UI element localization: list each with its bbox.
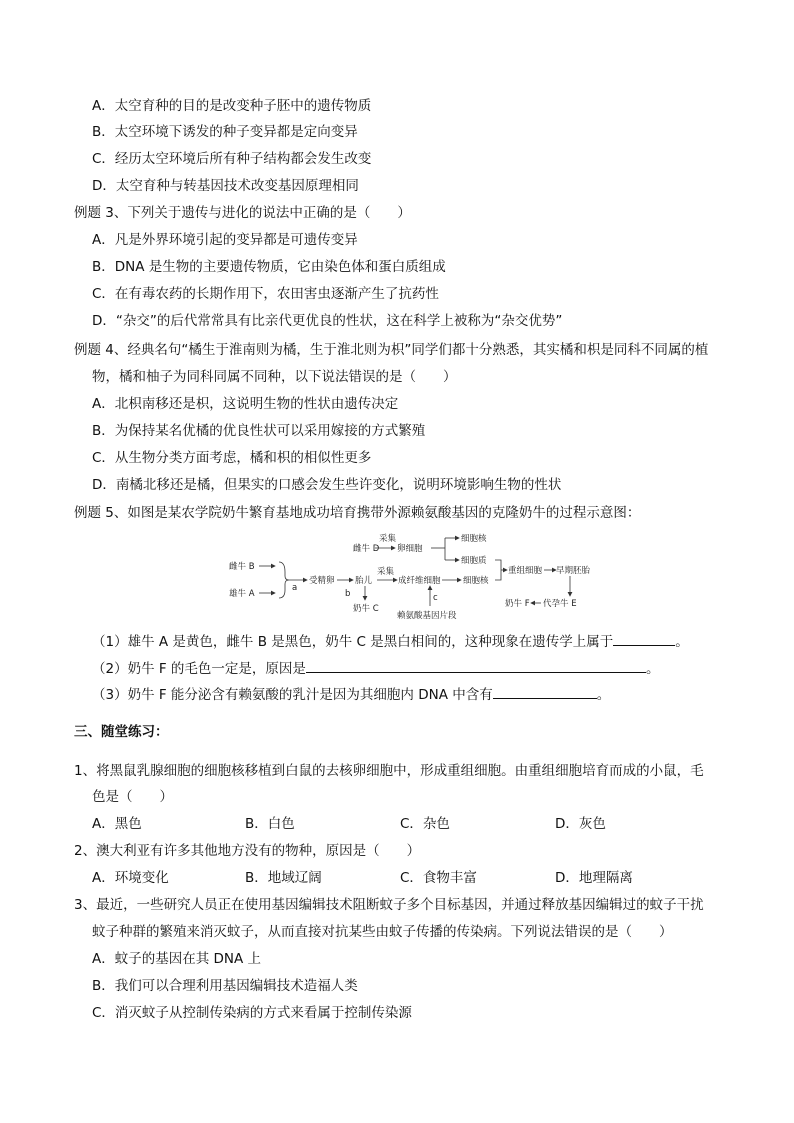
ex5-sub3-end: 。 [596, 687, 611, 703]
diagram-early-embryo: 早期胚胎 [556, 566, 591, 576]
p2-stem: 2、澳大利亚有许多其他地方没有的物种，原因是（ ） [74, 843, 421, 859]
ex4-stem-line2: 物，橘和柚子为同科同属不同种，以下说法错误的是（ ） [92, 369, 457, 385]
ex5-sub1-text: （1）雄牛 A 是黄色，雌牛 B 是黑色，奶牛 C 是黑白相间的，这种现象在遗传学上属于 [92, 634, 614, 650]
ex4-option-a: A．北枳南移还是枳，这说明生物的性状由遗传决定 [92, 396, 399, 412]
p1-stem-line2: 色是（ ） [92, 789, 173, 805]
diagram-label-a: a [292, 583, 298, 593]
diagram-cow-d: 雌牛 D [353, 544, 380, 554]
ex4-option-d: D．南橘北移还是橘，但果实的口感会发生些许变化，说明环境影响生物的性状 [92, 477, 562, 493]
q2-option-d: D．太空育种与转基因技术改变基因原理相同 [92, 178, 359, 194]
diagram-nucleus-2: 细胞核 [463, 576, 489, 586]
ex5-sub1-end: 。 [675, 634, 689, 650]
diagram-recombinant-cell: 重组细胞 [508, 566, 543, 576]
diagram-embryo: 胎儿 [355, 576, 373, 586]
p2-option-d: D．地理隔离 [555, 870, 633, 886]
ex5-sub2-blank[interactable] [306, 658, 646, 673]
ex3-option-b: B．DNA 是生物的主要遗传物质，它由染色体和蛋白质组成 [92, 259, 446, 275]
diagram-label-b: b [345, 589, 351, 599]
ex5-sub2-end: 。 [645, 661, 660, 677]
p3-stem-line2: 蚊子种群的繁殖来消灭蚊子，从而直接对抗某些由蚊子传播的传染病。下列说法错误的是（ ） [92, 924, 673, 940]
ex3-option-c: C．在有毒农药的长期作用下，农田害虫逐渐产生了抗药性 [92, 286, 439, 302]
diagram-fibroblast: 成纤维细胞 [398, 576, 441, 586]
diagram-surrogate-e: 代孕牛 E [543, 599, 577, 609]
q2-option-a: A．太空育种的目的是改变种子胚中的遗传物质 [92, 98, 372, 114]
p1-stem-line1: 1、将黑鼠乳腺细胞的细胞核移植到白鼠的去核卵细胞中，形成重组细胞。由重组细胞培育而成的小鼠，毛 [74, 763, 704, 779]
diagram-fertilized-egg: 受精卵 [309, 576, 335, 586]
ex5-sub3-blank[interactable] [493, 684, 597, 699]
ex5-sub3 [92, 684, 610, 705]
ex3-option-a: A．凡是外界环境引起的变异都是可遗传变异 [92, 232, 358, 248]
ex5-sub1 [92, 631, 689, 652]
diagram-label-c: c [433, 593, 438, 603]
p1-option-b: B．白色 [245, 816, 295, 832]
diagram-bull-a: 雄牛 A [229, 589, 255, 599]
diagram-cow-c: 奶牛 C [353, 604, 379, 614]
p3-option-a: A．蚊子的基因在其 DNA 上 [92, 951, 262, 967]
p3-option-b: B．我们可以合理利用基因编辑技术造福人类 [92, 978, 358, 994]
p2-option-c: C．食物丰富 [400, 870, 477, 886]
ex5-sub2 [92, 658, 659, 679]
section-title: 三、随堂练习： [74, 724, 169, 740]
diagram-collect-1: 采集 [377, 567, 395, 577]
q2-option-b: B．太空环境下诱发的种子变异都是定向变异 [92, 124, 358, 140]
diagram-gene-fragment: 赖氨酸基因片段 [397, 611, 457, 621]
p3-stem-line1: 3、最近，一些研究人员正在使用基因编辑技术阻断蚊子多个目标基因，并通过释放基因编辑过的蚊子干扰 [74, 897, 704, 913]
p1-option-c: C．杂色 [400, 816, 450, 832]
p3-option-c: C．消灭蚊子从控制传染病的方式来看属于控制传染源 [92, 1005, 412, 1021]
p1-option-a: A．黑色 [92, 816, 142, 832]
q2-option-c: C．经历太空环境后所有种子结构都会发生改变 [92, 151, 372, 167]
diagram-cow-b: 雌牛 B [229, 562, 255, 572]
ex3-stem: 例题 3、下列关于遗传与进化的说法中正确的是（ ） [74, 205, 411, 221]
diagram-collect-2: 采集 [379, 534, 397, 544]
ex5-sub3-text: （3）奶牛 F 能分泌含有赖氨酸的乳汁是因为其细胞内 DNA 中含有 [92, 687, 493, 703]
p2-option-a: A．环境变化 [92, 870, 169, 886]
diagram-cow-f: 奶牛 F [505, 599, 530, 609]
ex4-option-c: C．从生物分类方面考虑，橘和枳的相似性更多 [92, 450, 372, 466]
ex5-stem: 例题 5、如图是某农学院奶牛繁育基地成功培育携带外源赖氨酸基因的克隆奶牛的过程示意图： [74, 505, 641, 521]
ex4-option-b: B．为保持某名优橘的优良性状可以采用嫁接的方式繁殖 [92, 423, 426, 439]
ex4-stem-line1: 例题 4、经典名句“橘生于淮南则为橘，生于淮北则为枳”同学们都十分熟悉，其实橘和枳是同科不同属的植 [74, 342, 709, 358]
ex5-sub2-text: （2）奶牛 F 的毛色一定是，原因是 [92, 661, 306, 677]
ex5-sub1-blank[interactable] [613, 631, 675, 646]
p1-option-d: D．灰色 [555, 816, 606, 832]
cloning-process-diagram [225, 532, 591, 624]
diagram-egg-cell: 卵细胞 [397, 544, 423, 554]
p2-option-b: B．地域辽阔 [245, 870, 322, 886]
diagram-cytoplasm: 细胞质 [461, 556, 487, 566]
ex3-option-d: D．“杂交”的后代常常具有比亲代更优良的性状，这在科学上被称为“杂交优势” [92, 313, 563, 329]
diagram-nucleus: 细胞核 [461, 534, 487, 544]
